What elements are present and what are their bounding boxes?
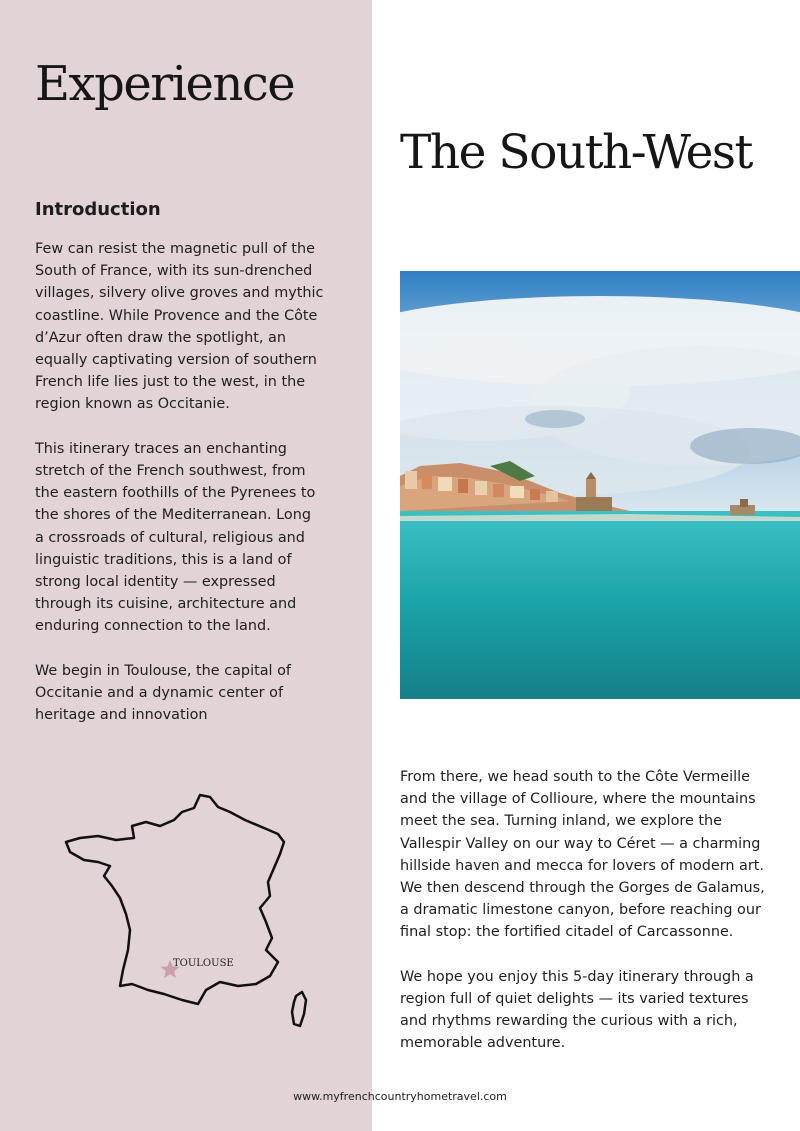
continuation-paragraph-2 (400, 966, 795, 1055)
text-line: through its cuisine, architecture and (35, 596, 297, 613)
intro-heading: Introduction (35, 199, 161, 220)
page-title-experience: Experience (35, 56, 295, 112)
coastal-village-photo (400, 271, 800, 699)
text-line: We hope you enjoy this 5-day itinerary through a (400, 968, 754, 985)
text-line: French life lies just to the west, in the (35, 374, 306, 391)
text-line: equally captivating version of southern (35, 352, 317, 369)
text-line: final stop: the fortified citadel of Carcassonne. (400, 924, 734, 941)
text-line: enduring connection to the land. (35, 618, 271, 635)
text-line: memorable adventure. (400, 1035, 566, 1052)
text-line: We then descend through the Gorges de Galamus, (400, 880, 765, 897)
continuation-text-block (400, 766, 795, 1055)
text-line: stretch of the French southwest, from (35, 463, 306, 480)
text-line: From there, we head south to the Côte Vermeille (400, 769, 751, 785)
text-line: We begin in Toulouse, the capital of (35, 662, 291, 679)
text-line: heritage and innovation (35, 707, 208, 724)
text-line: villages, silvery olive groves and mythic (35, 285, 324, 302)
text-line: the eastern foothills of the Pyrenees to (35, 485, 316, 502)
text-line: Few can resist the magnetic pull of the (35, 241, 315, 257)
intro-text-block (35, 238, 370, 726)
intro-paragraph-2 (35, 438, 370, 638)
text-line: Occitanie and a dynamic center of (35, 685, 284, 702)
text-line: a dramatic limestone canyon, before reaching our (400, 902, 761, 919)
text-line: strong local identity — expressed (35, 574, 276, 591)
text-line: region known as Occitanie. (35, 396, 230, 413)
toulouse-label: TOULOUSE (173, 958, 234, 969)
text-line: Vallespir Valley on our way to Céret — a charming (400, 835, 761, 852)
footer-url[interactable]: www.myfrenchcountryhometravel.com (293, 1090, 507, 1103)
text-line: d’Azur often draw the spotlight, an (35, 329, 286, 346)
photo-illustration (400, 271, 800, 699)
text-line: South of France, with its sun-drenched (35, 263, 313, 280)
text-line: linguistic traditions, this is a land of (35, 551, 292, 568)
text-line: region full of quiet delights — its varied textures (400, 991, 749, 1008)
text-line: and the village of Collioure, where the mountains (400, 791, 756, 808)
text-line: the shores of the Mediterranean. Long (35, 507, 311, 524)
france-map (60, 790, 320, 1040)
text-line: hillside haven and mecca for lovers of modern art. (400, 857, 765, 874)
corsica-outline (292, 992, 306, 1026)
france-border (66, 795, 284, 1004)
text-line: and rhythms rewarding the curious with a rich, (400, 1013, 738, 1030)
continuation-paragraph-1 (400, 766, 795, 944)
text-line: a crossroads of cultural, religious and (35, 529, 305, 546)
text-line: coastline. While Provence and the Côte (35, 307, 318, 324)
intro-paragraph-3 (35, 660, 370, 727)
france-outline-icon (60, 790, 320, 1040)
intro-paragraph-1 (35, 238, 370, 416)
page-title-south-west: The South-West (400, 125, 752, 180)
text-line: meet the sea. Turning inland, we explore the (400, 813, 723, 830)
text-line: This itinerary traces an enchanting (35, 440, 287, 457)
